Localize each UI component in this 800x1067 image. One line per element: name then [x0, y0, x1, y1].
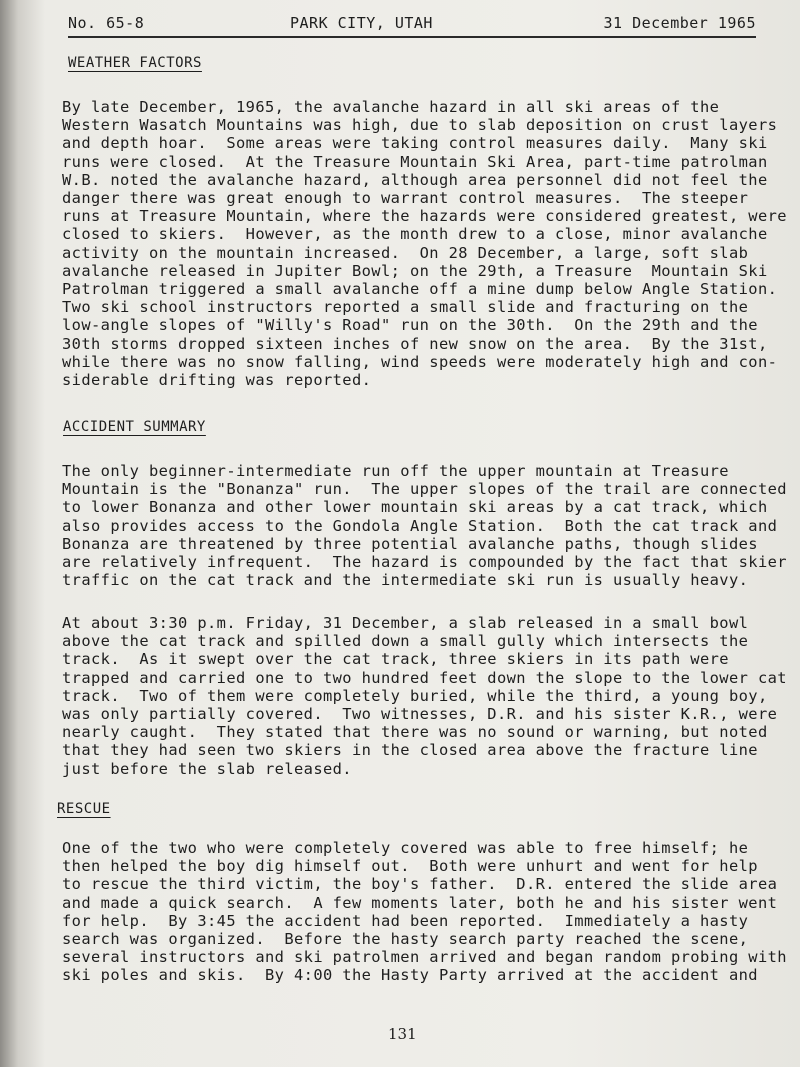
weather-factors-heading: WEATHER FACTORS	[68, 55, 202, 71]
weather-factors-paragraph: By late December, 1965, the avalanche hazard in all ski areas of the Western Wasatch Mountains was high, due to slab deposition on crust layers and depth hoar. Some areas were taking control measures daily. Many ski runs were closed. At the Treasure Mountain Ski Area, part-time patrolman W.B. noted the avalanche hazard, although area personnel did not feel the danger there was great enough to warrant control measures. The steeper runs at Treasure Mountain, where the hazards were considered greatest, were closed to skiers. However, as the month drew to a close, minor avalanche activity on the mountain increased. On 28 December, a large, soft slab avalanche released in Jupiter Bowl; on the 29th, a Treasure Mountain Ski Patrolman triggered a small avalanche off a mine dump below Angle Station. Two ski school instructors reported a small slide and fracturing on the low-angle slopes of "Willy's Road" run on the 30th. On the 29th and the 30th storms dropped sixteen inches of new snow on the area. By the 31st, while there was no snow falling, wind speeds were moderately high and con- siderable drifting was reported.	[62, 98, 787, 390]
page-header	[68, 10, 756, 38]
accident-summary-paragraph-2: At about 3:30 p.m. Friday, 31 December, a slab released in a small bowl above the cat track and spilled down a small gully which intersects the track. As it swept over the cat track, three skiers in its path were trapped and carried one to two hundred feet down the slope to the lower cat track. Two of them were completely buried, while the third, a young boy, was only partially covered. Two witnesses, D.R. and his sister K.R., were nearly caught. They stated that there was no sound or warning, but noted that they had seen two skiers in the closed area above the fracture line just before the slab released.	[62, 614, 787, 778]
rescue-heading: RESCUE	[57, 801, 111, 817]
rescue-paragraph: One of the two who were completely covered was able to free himself; he then helped the boy dig himself out. Both were unhurt and went for help to rescue the third victim, the boy's father. D.R. entered the slide area and made a quick search. A few moments later, both he and his sister went for help. By 3:45 the accident had been reported. Immediately a hasty search was organized. Before the hasty search party reached the scene, several instructors and ski patrolmen arrived and began random probing with ski poles and skis. By 4:00 the Hasty Party arrived at the accident and	[62, 839, 787, 985]
report-location: PARK CITY, UTAH	[290, 14, 433, 32]
accident-summary-heading: ACCIDENT SUMMARY	[63, 419, 206, 435]
report-number: No. 65-8	[68, 14, 145, 32]
page-number: 131	[388, 1025, 417, 1043]
report-date: 31 December 1965	[603, 14, 756, 32]
accident-summary-paragraph-1: The only beginner-intermediate run off the upper mountain at Treasure Mountain is the "Bonanza" run. The upper slopes of the trail are connected to lower Bonanza and other lower mountain ski areas by a cat track, which also provides access to the Gondola Angle Station. Both the cat track and Bonanza are threatened by three potential avalanche paths, though slides are relatively infrequent. The hazard is compounded by the fact that skier traffic on the cat track and the intermediate ski run is usually heavy.	[62, 462, 787, 590]
